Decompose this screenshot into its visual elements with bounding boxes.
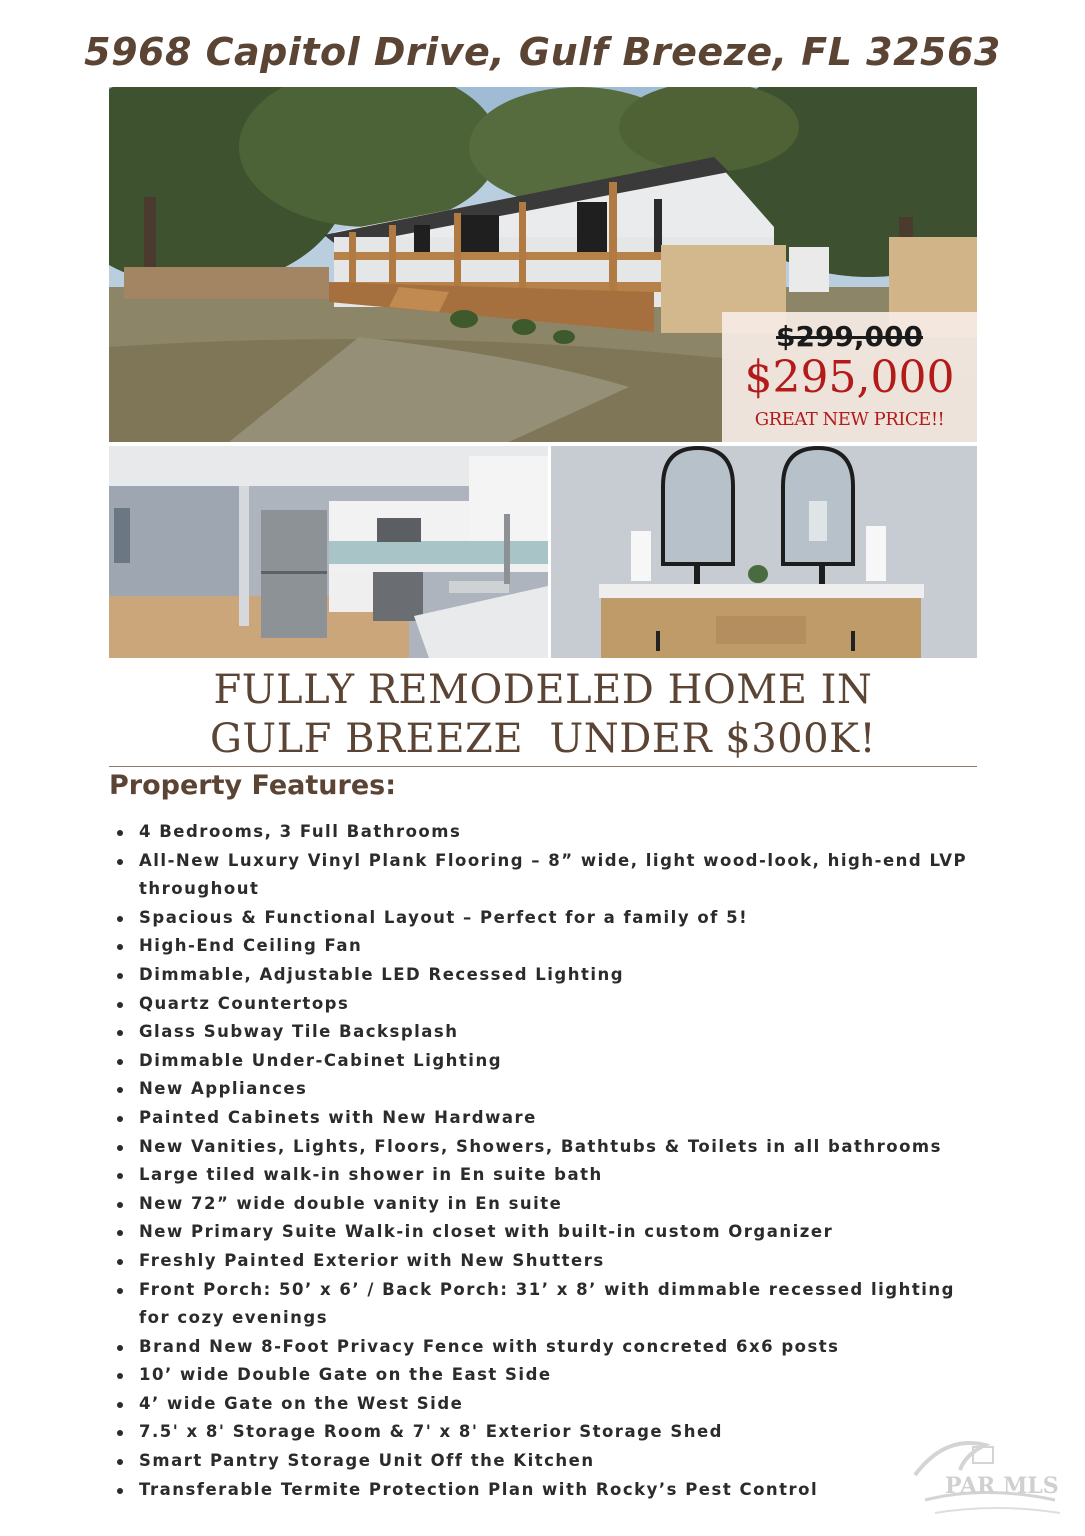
mls-watermark-logo (905, 1425, 1070, 1525)
feature-item: Transferable Termite Protection Plan with Rocky’s Pest Control (112, 1476, 972, 1505)
features-list (112, 818, 972, 1504)
feature-item: All-New Luxury Vinyl Plank Flooring – 8” wide, light wood-look, high-end LVP throughout (112, 847, 972, 904)
price-banner (722, 312, 977, 442)
bathroom-photo (551, 446, 977, 658)
feature-item: 4 Bedrooms, 3 Full Bathrooms (112, 818, 972, 847)
original-price: $299,000 (775, 320, 923, 353)
listing-address-title: 5968 Capitol Drive, Gulf Breeze, FL 32563 (84, 30, 1001, 74)
feature-item: 4’ wide Gate on the West Side (112, 1390, 972, 1419)
feature-item: Painted Cabinets with New Hardware (112, 1104, 972, 1133)
headline-line-2: GULF BREEZE UNDER $300K! (209, 716, 877, 762)
headline (109, 666, 977, 764)
feature-item: New Appliances (112, 1075, 972, 1104)
feature-item: Dimmable, Adjustable LED Recessed Lighting (112, 961, 972, 990)
feature-item: Smart Pantry Storage Unit Off the Kitchen (112, 1447, 972, 1476)
feature-item: High-End Ceiling Fan (112, 932, 972, 961)
current-price: $295,000 (744, 352, 955, 403)
feature-item: Spacious & Functional Layout – Perfect for a family of 5! (112, 904, 972, 933)
feature-item: Dimmable Under-Cabinet Lighting (112, 1047, 972, 1076)
section-divider (109, 766, 977, 767)
feature-item: 10’ wide Double Gate on the East Side (112, 1361, 972, 1390)
feature-item: Freshly Painted Exterior with New Shutters (112, 1247, 972, 1276)
feature-item: Quartz Countertops (112, 990, 972, 1019)
feature-item: 7.5' x 8' Storage Room & 7' x 8' Exterior Storage Shed (112, 1418, 972, 1447)
feature-item: Large tiled walk-in shower in En suite bath (112, 1161, 972, 1190)
feature-item: New Vanities, Lights, Floors, Showers, Bathtubs & Toilets in all bathrooms (112, 1133, 972, 1162)
kitchen-photo (109, 446, 548, 658)
watermark-text: PAR MLS (945, 1473, 1059, 1499)
price-note: GREAT NEW PRICE!! (754, 409, 945, 430)
feature-item: Brand New 8-Foot Privacy Fence with sturdy concreted 6x6 posts (112, 1333, 972, 1362)
feature-item: Glass Subway Tile Backsplash (112, 1018, 972, 1047)
features-heading: Property Features: (109, 770, 397, 801)
headline-line-1: FULLY REMODELED HOME IN (213, 667, 873, 713)
feature-item: New 72” wide double vanity in En suite (112, 1190, 972, 1219)
feature-item: Front Porch: 50’ x 6’ / Back Porch: 31’ x 8’ with dimmable recessed lighting for cozy evenings (112, 1276, 972, 1333)
feature-item: New Primary Suite Walk-in closet with built-in custom Organizer (112, 1218, 972, 1247)
